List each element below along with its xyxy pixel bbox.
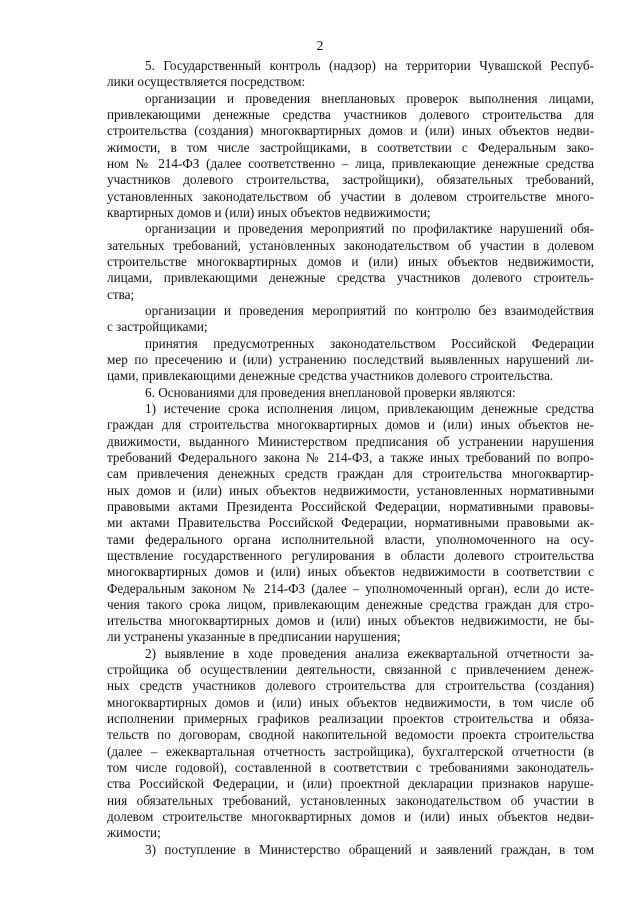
text-line: строительства (создания) многоквартирных домов и (или) иных объектов недви- xyxy=(107,123,594,139)
text-line: тельств по договорам, сводной накопительной ведомости проекта строительства xyxy=(107,727,594,743)
text-line: ства Российской Федерации, и (или) проектной декларации признаков наруше- xyxy=(107,776,594,792)
text-line: организации и проведения внеплановых проверок выполнения лицами, xyxy=(145,90,594,106)
text-line: чения такого срока лицом, привлекающим денежные средства граждан для стро- xyxy=(107,596,594,612)
text-line: том числе годовой), составленной в соответствии с требованиями законодатель- xyxy=(107,760,594,776)
text-line: зательных требований, установленных законодательством об участии в долевом xyxy=(107,237,594,253)
text-line: ительства многоквартирных домов и (или) иных объектов недвижимости, не бы- xyxy=(107,613,594,629)
text-line: лики осуществляется посредством: xyxy=(107,74,306,90)
text-line: ном № 214-ФЗ (далее соответственно – лица, привлекающие денежные средства xyxy=(107,155,594,171)
page-number: 2 xyxy=(316,38,324,53)
text-line: принятия предусмотренных законодательством Российской Федерации xyxy=(145,335,594,351)
text-line: жимости; xyxy=(107,825,161,841)
text-line: движимости, выданного Министерством предписания об устранении нарушения xyxy=(107,433,594,449)
text-line: многоквартирных домов и (или) иных объектов недвижимости в соответствии с xyxy=(107,564,594,580)
text-line: правовыми актами Президента Российской Федерации, нормативными правовы- xyxy=(107,498,594,514)
text-line: ных домов и (или) иных объектов недвижимости, установленных нормативными xyxy=(107,482,594,498)
text-line: (далее – ежеквартальная отчетность застройщика), бухгалтерской отчетности (в xyxy=(107,743,594,759)
text-line: мер по пресечению и (или) устранению последствий выявленных нарушений ли- xyxy=(107,351,594,367)
text-line: привлекающими денежные средства участников долевого строительства для xyxy=(107,106,594,122)
text-line: ных средств участников долевого строительства для строительства (создания) xyxy=(107,678,594,694)
text-line: граждан для строительства многоквартирных домов и (или) иных объектов не- xyxy=(107,417,594,433)
text-line: строительстве многоквартирных домов и (или) иных объектов недвижимости, xyxy=(107,253,594,269)
text-line: цами, привлекающими денежные средства участников долевого строительства. xyxy=(107,368,554,384)
text-line: 6. Основаниями для проведения внеплановой проверки являются: xyxy=(145,384,516,400)
text-line: 5. Государственный контроль (надзор) на территории Чувашской Респуб- xyxy=(145,58,594,73)
text-line: требований Федерального закона № 214-ФЗ, а также иных требований по вопро- xyxy=(107,449,594,465)
text-line: долевом строительстве многоквартирных домов и (или) иных объектов недви- xyxy=(107,809,594,825)
text-line: 2) выявление в ходе проведения анализа ежеквартальной отчетности за- xyxy=(145,645,594,661)
text-line: многоквартирных домов и (или) иных объектов недвижимости, в том числе об xyxy=(107,694,594,710)
text-line: жимости, в том числе застройщиками, в соответствии с Федеральным зако- xyxy=(107,139,594,155)
text-line: участников долевого строительства, застройщики), обязательных требований, xyxy=(107,172,594,188)
text-line: сам привлечения денежных средств граждан для строительства многоквартир- xyxy=(107,466,594,482)
text-line: 1) истечение срока исполнения лицом, привлекающим денежные средства xyxy=(145,400,594,416)
text-line: исполнении примерных графиков реализации проектов строительства и обяза- xyxy=(107,711,594,727)
text-line: организации и проведения мероприятий по профилактике нарушений обя- xyxy=(145,221,594,237)
text-line: тами федерального органа исполнительной власти, уполномоченного на осу- xyxy=(107,531,594,547)
text-line: стройщика об осуществлении деятельности, связанной с привлечением денеж- xyxy=(107,662,594,678)
text-line: организации и проведения мероприятий по контролю без взаимодействия xyxy=(145,302,594,318)
text-line: квартирных домов и (или) иных объектов недвижимости; xyxy=(107,204,431,220)
text-line: ния обязательных требований, установленных законодательством об участии в xyxy=(107,792,594,808)
text-line: ми актами Правительства Российской Федерации, нормативными правовыми ак- xyxy=(107,515,594,531)
text-line: с застройщиками; xyxy=(107,319,208,335)
text-line: ства; xyxy=(107,286,135,302)
document-body-text xyxy=(107,58,594,858)
text-line: ли устранены указанные в предписании нарушения; xyxy=(107,629,401,645)
text-line: лицами, привлекающими денежные средства участников долевого строитель- xyxy=(107,270,594,286)
text-line: Федеральным законом № 214-ФЗ (далее – уполномоченный орган), если до исте- xyxy=(107,580,594,596)
text-line: 3) поступление в Министерство обращений и заявлений граждан, в том xyxy=(145,841,594,857)
text-line: ществление государственного регулирования в области долевого строительства xyxy=(107,547,594,563)
text-line: установленных законодательством об участии в долевом строительстве много- xyxy=(107,188,594,204)
